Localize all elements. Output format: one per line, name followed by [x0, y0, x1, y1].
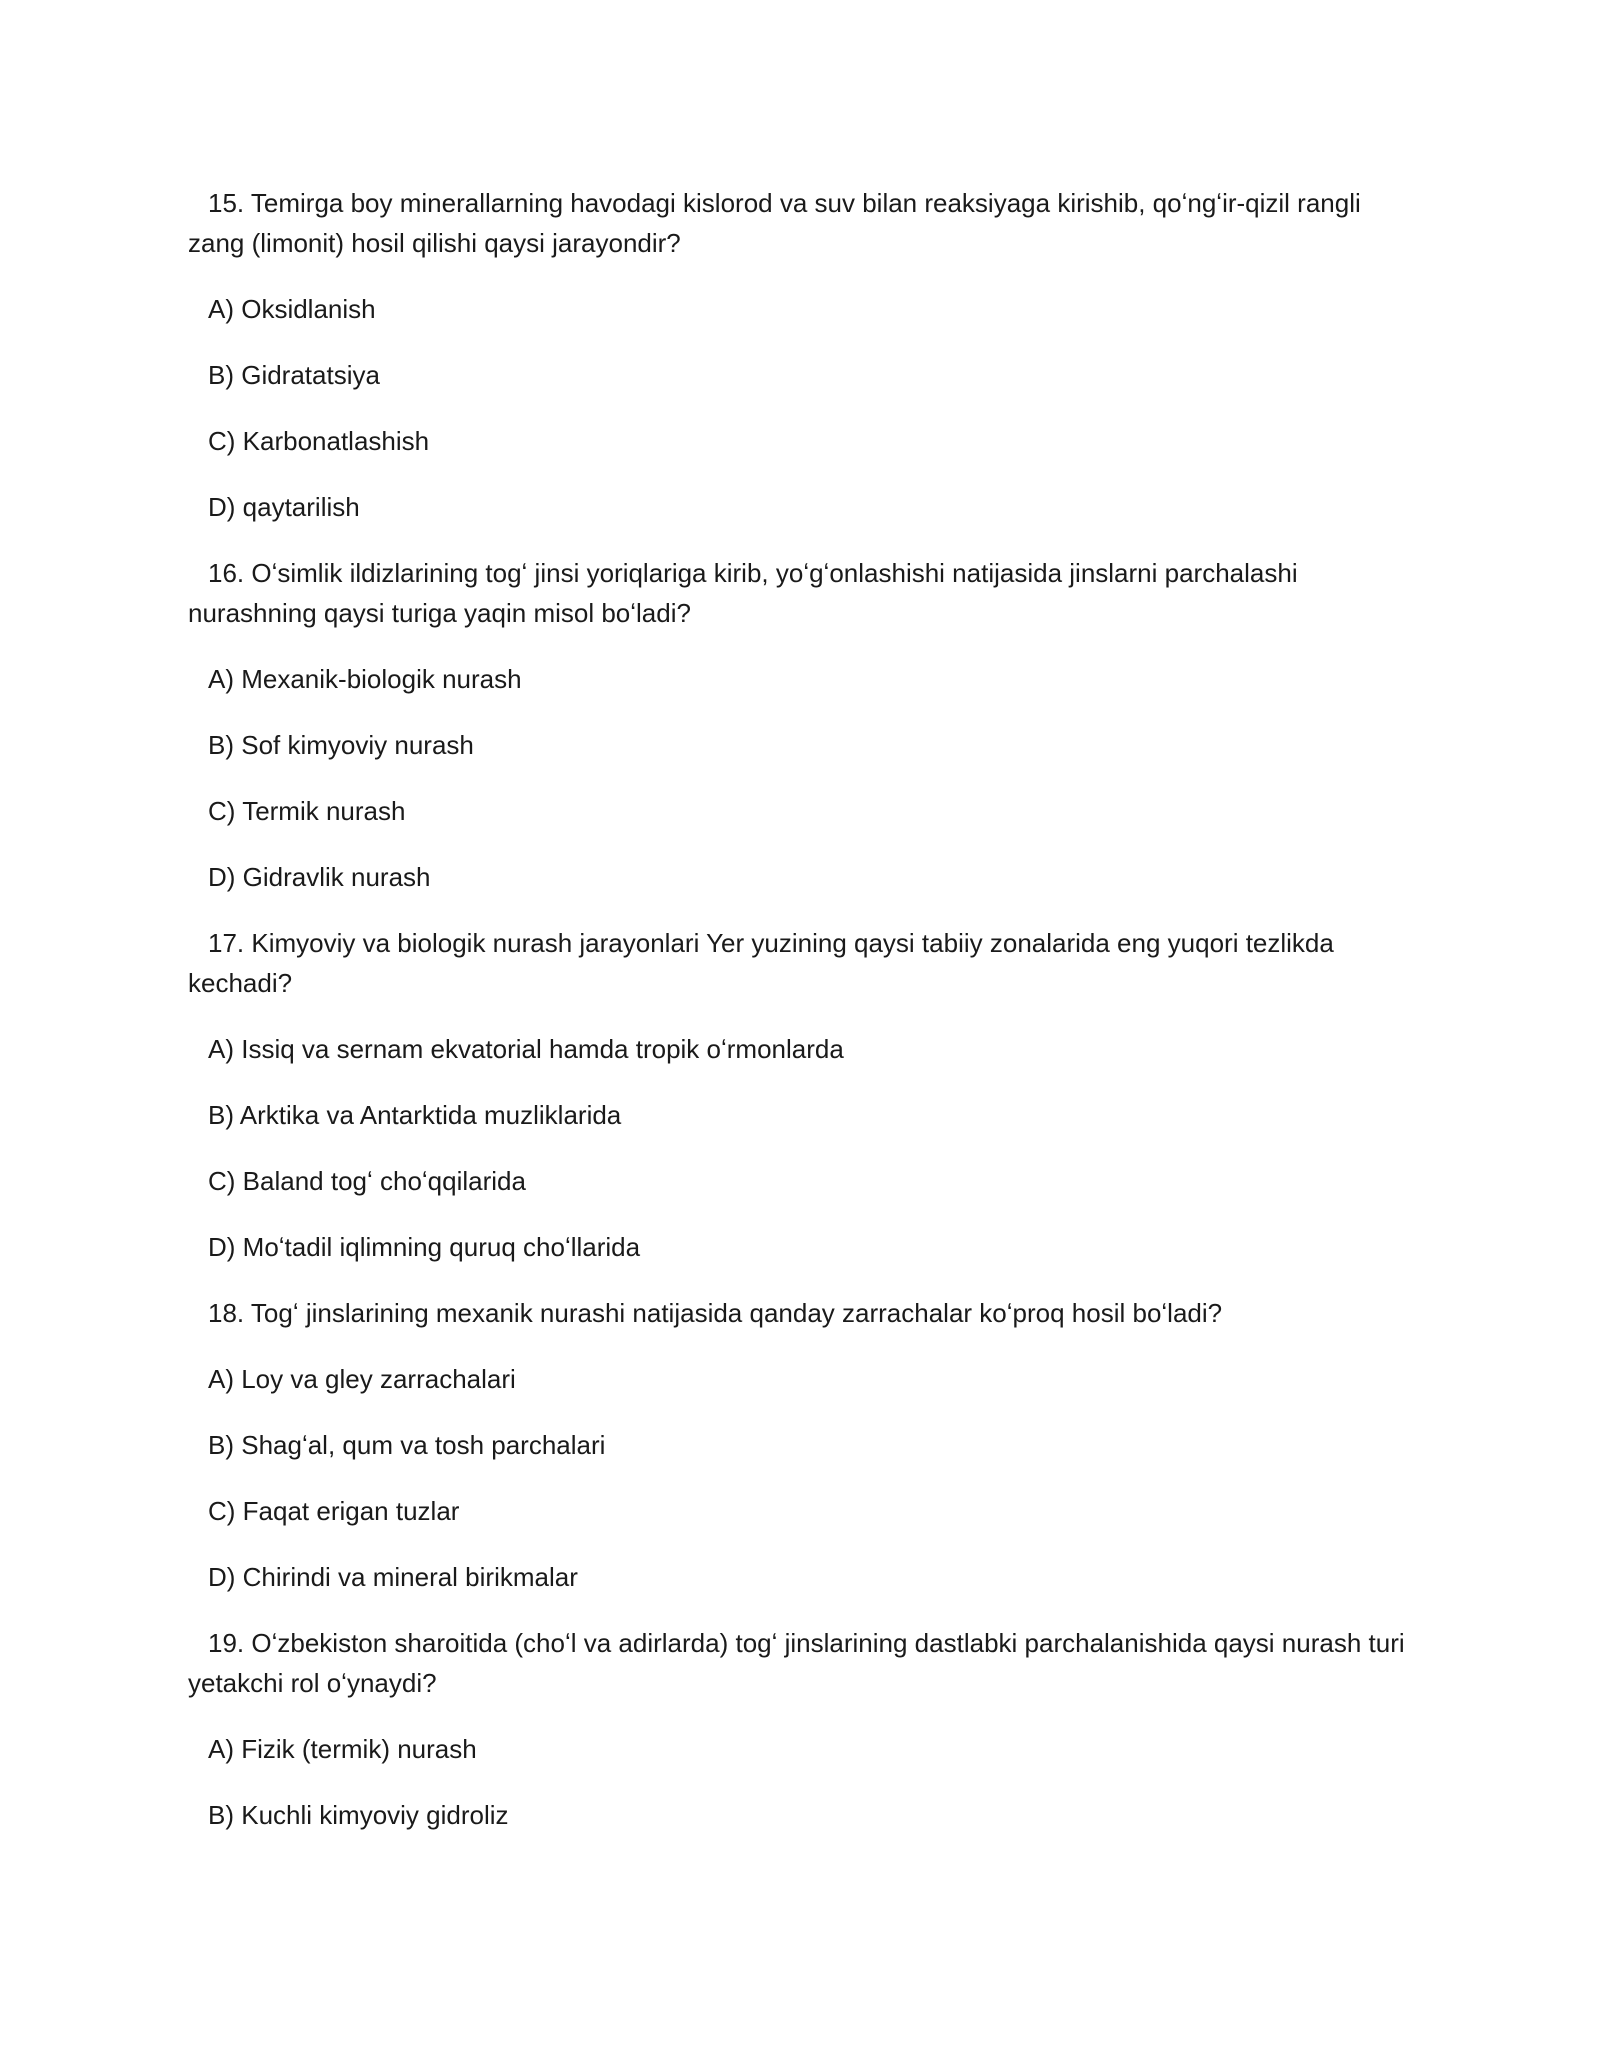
question-17-option-a: A) Issiq va sernam ekvatorial hamda tropik oʻrmonlarda — [208, 1034, 844, 1064]
question-17-option-d: D) Moʻtadil iqlimning quruq choʻllarida — [208, 1232, 641, 1262]
question-15-option-d: D) qaytarilish — [208, 492, 360, 522]
question-19-text: 19. Oʻzbekiston sharoitida (choʻl va adirlarda) togʻ jinslarining dastlabki parchalanishida qaysi nurash turi yetakchi rol oʻynaydi? — [188, 1628, 1405, 1698]
question-18-text: 18. Togʻ jinslarining mexanik nurashi natijasida qanday zarrachalar koʻproq hosil boʻladi? — [208, 1298, 1223, 1328]
question-19-option-a: A) Fizik (termik) nurash — [208, 1734, 477, 1764]
question-18-option-a: A) Loy va gley zarrachalari — [208, 1364, 516, 1394]
question-16-option-d: D) Gidravlik nurash — [208, 862, 431, 892]
question-15-option-c: C) Karbonatlashish — [208, 426, 430, 456]
question-17-option-b: B) Arktika va Antarktida muzliklarida — [208, 1100, 622, 1130]
question-16-text: 16. Oʻsimlik ildizlarining togʻ jinsi yoriqlariga kirib, yoʻgʻonlashishi natijasida jinslarni parchalashi nurashning qaysi turiga yaqin misol boʻladi? — [188, 558, 1298, 628]
question-19-option-b: B) Kuchli kimyoviy gidroliz — [208, 1800, 509, 1830]
question-15-option-a: A) Oksidlanish — [208, 294, 376, 324]
question-18-option-b: B) Shagʻal, qum va tosh parchalari — [208, 1430, 606, 1460]
question-17-text: 17. Kimyoviy va biologik nurash jarayonlari Yer yuzining qaysi tabiiy zonalarida eng yuqori tezlikda kechadi? — [188, 928, 1334, 998]
question-18-option-d: D) Chirindi va mineral birikmalar — [208, 1562, 578, 1592]
question-15-text: 15. Temirga boy minerallarning havodagi kislorod va suv bilan reaksiyaga kirishib, qoʻngʻir-qizil rangli zang (limonit) hosil qilishi qaysi jarayondir? — [188, 188, 1361, 258]
question-16-option-a: A) Mexanik-biologik nurash — [208, 664, 522, 694]
question-16-option-b: B) Sof kimyoviy nurash — [208, 730, 474, 760]
question-17-option-c: C) Baland togʻ choʻqqilarida — [208, 1166, 526, 1196]
question-18-option-c: C) Faqat erigan tuzlar — [208, 1496, 460, 1526]
question-16-option-c: C) Termik nurash — [208, 796, 406, 826]
question-15-option-b: B) Gidratatsiya — [208, 360, 380, 390]
